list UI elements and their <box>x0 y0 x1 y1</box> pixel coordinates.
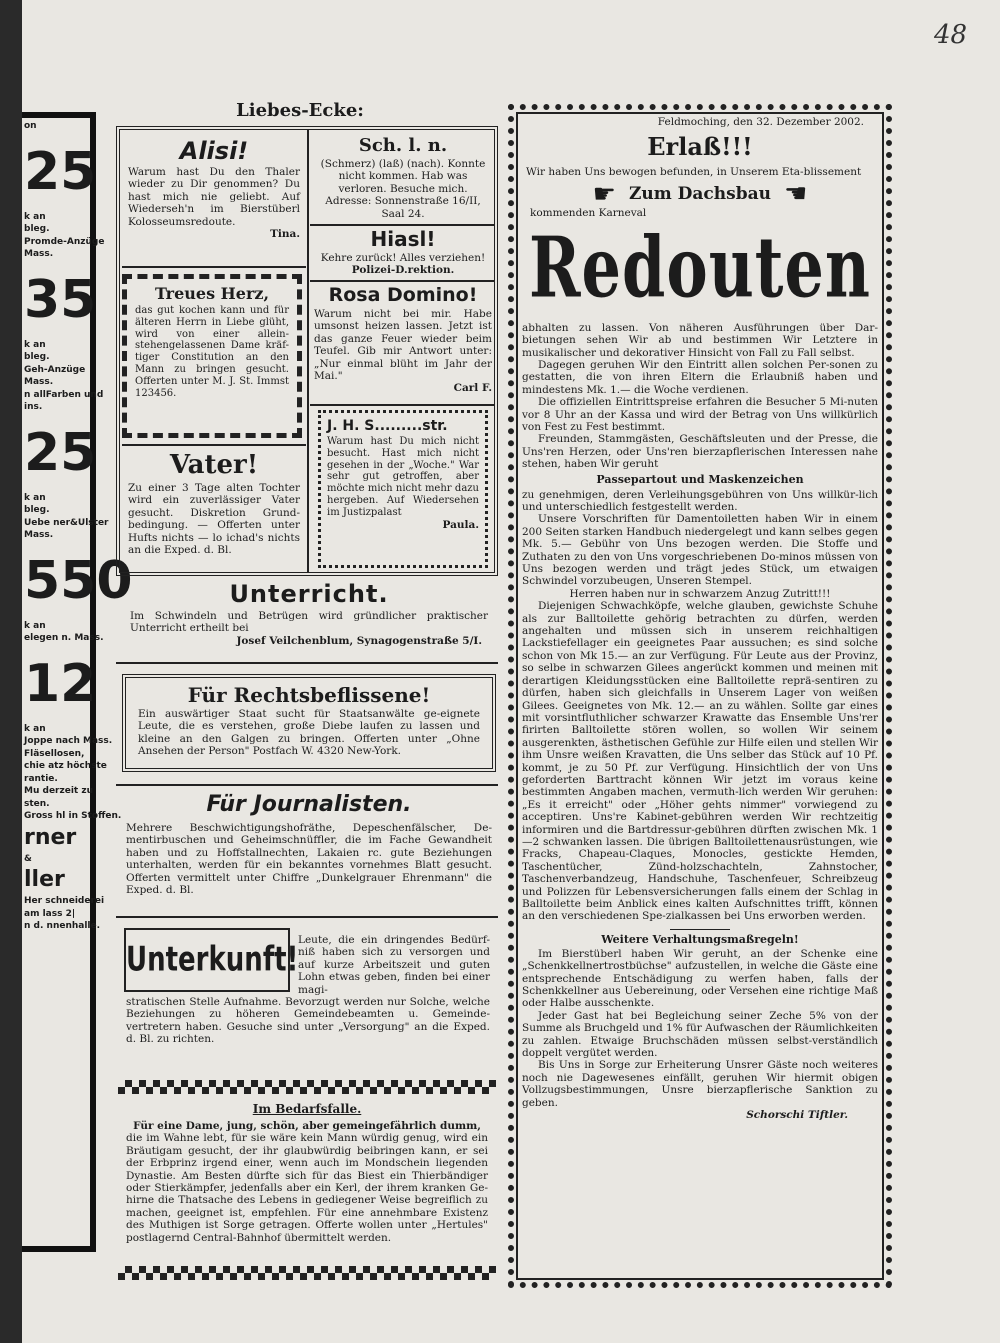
left-strip-line: ller <box>24 867 65 892</box>
left-strip-line: 35 <box>24 269 97 330</box>
hiasl-title: Hiasl! <box>370 227 436 251</box>
left-cropped-advert <box>22 112 133 1252</box>
rosa-domino-ad <box>314 282 492 402</box>
journalisten-divider <box>116 916 498 918</box>
pointing-hand-right-icon: ☛ <box>784 179 808 210</box>
rosa-domino-signature: Carl F. <box>453 382 492 395</box>
left-strip-line: Mass. <box>24 377 54 387</box>
rechtsbeflissene-body: Ein auswärtiger Staat sucht für Staatsanwälte ge-eignete Leute, die es verstehen, große Diebe laufen zu lassen und kleine an den Galgen zu bringen. Offerten unter „Ohne Ansehen der Person" Postfach W. 4320 New-York. <box>138 708 480 758</box>
erlass-paragraph-8: Diejenigen Schwachköpfe, welche glauben, gewichste Schuhe als zur Balltoilette gehörig betrachten zu dürfen, werden angehalten und müssen sich in unserem reichhaltigen Lackstiefellager ein geeignetes Paar aussuchen; es sind solche schon von Mk 15.— an zur Verfügung. Für Leute aus der Provinz, so selbe in schwarzen Gilees angerückt kommen und meinen mit derartigen Kleidungsstücken eine Balltoilette reprä-sentiren zu dürfen, haben sich gleichfalls in Unserem Lager von weißen Gilees. Geeignetes von Mk. 12.— an zu wählen. Sollte gar eines mit vorsintfluthlicher schwarzer Krawatte das Ensemble Uns'rer firirten Balltoilette stören wollen, so wollen Wir seinem ausgerenkten, ästhetischen Gefühle zur Hilfe eilen und stellen Wir ihm Unsre weißen Kravatten, die Uns selber das Stück auf 10 Pf. kommt, je zu 50 Pf. zur Verfügung. Hinsichtlich der von Uns geforderten Barttracht können Wir jetzt im voraus keine bestimmten Angaben machen, vermuth-lich werden Wir geruhen: „Es it erreicht" oder „Höher gehts nimmer" vorwiegend zu acceptiren. Uns're Kabinet-gebühren werden Wir rechtzeitig informiren und die Bartdressur-gebühren dürften zwischen Mk. 1—2 schwanken lassen. Die übrigen Balltoilettenausrüstungen, wie Fracks, Chapeau-Claques, Monocles, gestickte Hemden, Taschentücher, Zünd-holzschachteln, Zahnstocher, Taschenverbandzeug, Handschuhe, Taschenfeuer, Schreibzeug und Polizzen für Lebensversicherungen falls einem der Schlag in Balltoilette beim Anblick eines kalten Aufschnittes trifft, können an den verschiedenen Spe-zialkassen bei Uns erworben werden. <box>522 600 878 923</box>
unterricht-title: Unterricht. <box>229 580 389 608</box>
erlass-paragraph-1: abhalten zu lassen. Von näheren Ausführungen über Dar-bietungen sehen Wir ab und bestimmen Wir Letztere in musikalischer und dekorativer Hinsicht von Fall zu Fall selbst. <box>522 321 878 359</box>
bedarfsfall-checker-top <box>118 1080 496 1094</box>
jhs-body: Warum hast Du mich nicht besucht. Hast mich nicht gesehen in der „Woche." War sehr gut getroffen, aber möchte mich nicht mehr dazu hergeben. Auf Wiedersehen im Justizpalast <box>327 436 479 518</box>
treues-herz-divider <box>122 444 306 446</box>
hiasl-ad <box>314 226 492 278</box>
liebes-ecke-divider <box>307 130 309 572</box>
left-strip-line: chie atz höchste <box>24 761 107 771</box>
erlass-occasion: kommenden Karneval <box>530 207 647 220</box>
bedarfsfall-lead: Für eine Dame, jung, schön, aber gemeingefährlich dumm, <box>133 1120 481 1132</box>
unterkunft-side-text: Leute, die ein dringendes Bedürf-niß haben sich zu versorgen und auf kurze Arbeitszeit und guten Lohn etwas geben, finden bei einer magi- <box>298 934 490 996</box>
unterricht-ad <box>120 578 498 658</box>
left-strip-line: n d. nnenhalle. <box>24 921 101 931</box>
liebes-ecke-heading: Liebes-Ecke: <box>236 100 364 121</box>
unterkunft-title: Unterkunft! <box>126 940 299 980</box>
erlass-paragraph-6: Unsere Vorschriften für Damentoiletten haben Wir in einem 200 Seiten starken Handbuch niedergelegt und kann selbes gegen Mk. 5.— Gebühr von Uns bezogen werden. Die Stoffe und Zuthaten zu den von Uns vorgeschriebenen Do-minos müssen von Uns bezogen werden und trägt jedes Stück, um etwaigen Schwindel vorzubeugen, Unseren Stempel. <box>522 513 879 588</box>
left-strip-line: Mass. <box>24 530 54 540</box>
jhs-signature: Paula. <box>442 518 479 531</box>
erlass-paragraph-11: Bis Uns in Sorge zur Erheiterung Unsrer Gäste noch weiteres noch nie Dagewesenes einfällt, geruhen Wir hiermit obigen Vollzugsbestimmungen, Unsre bierzapflerische Sanktion zu geben. <box>522 1059 878 1109</box>
left-strip-line: Fläsellosen, <box>24 748 85 759</box>
left-strip-line: elegen n. Mass. <box>24 633 104 643</box>
alisi-divider <box>122 266 306 268</box>
left-strip-line: am lass 2| <box>24 908 76 919</box>
rosa-domino-title: Rosa Domino! <box>328 284 478 306</box>
erlass-paragraph-4: Freunden, Stammgästen, Geschäftsleuten und der Presse, die Uns'ren Herzen, oder Uns'ren bierzapflerischen Interessen nahe stehen, haben Wir geruht <box>522 433 878 471</box>
jhs-title: J. H. S.........str. <box>327 418 448 434</box>
left-strip-line: Her schneiderei <box>24 896 105 906</box>
left-strip-line: bleg. <box>24 352 50 362</box>
hiasl-signature: Polizei-D.rektion. <box>351 264 455 277</box>
jhs-ad <box>318 410 488 568</box>
erlass-signature: Schorschi Tiftler. <box>746 1109 848 1122</box>
erlass-paragraph-7: Herren haben nur in schwarzem Anzug Zutritt!!! <box>569 587 831 600</box>
left-strip-line: & <box>24 853 32 864</box>
vater-title: Vater! <box>169 450 259 480</box>
bedarfsfall-title: Im Bedarfsfalle. <box>252 1102 362 1116</box>
erlass-paragraph-2: Dagegen geruhen Wir den Eintritt allen solchen Per-sonen zu gestatten, die von ihren Eltern die Erlaubniß haben und mindestens Mk. 1.— die Woche verdienen. <box>522 358 878 396</box>
erlass-paragraph-9: Im Bierstüberl haben Wir geruht, an der Schenke eine „Schenkkellnertrostbüchse" aufzustellen, in welche die Gäste eine entsprechende Entschädigung zu werfen haben, falls der Schenkkellner aus Uebereinung, oder Versehen eine richtige Maß oder Halbe ausschenkte. <box>522 947 878 1010</box>
alisi-title: Alisi! <box>179 137 249 165</box>
erlass-dateline: Feldmoching, den 32. Dezember 2002. <box>657 116 864 128</box>
left-strip-line: rner <box>24 824 77 850</box>
rechtsbeflissene-divider <box>116 784 498 786</box>
left-strip-line: Gross hl in Stoffen. <box>24 811 122 821</box>
left-strip-line: 25 <box>24 422 97 483</box>
left-strip-line: Mass. <box>24 249 54 259</box>
erlass-paragraph-5: zu genehmigen, deren Verleihungsgebühren von Uns willkür-lich und unterschiedlich festgestellt werden. <box>522 488 878 513</box>
journalisten-title: Für Journalisten. <box>206 792 412 817</box>
schln-ad <box>314 134 492 222</box>
unterricht-signature: Josef Veilchenblum, Synagogenstraße 5/I. <box>236 634 482 647</box>
schln-body: (Schmerz) (laß) (nach). Konnte nicht kommen. Hab was verloren. Besuche mich. Adresse: Sonnenstraße 16/II, Saal 24. <box>320 158 486 220</box>
left-strip-line: k an <box>24 723 46 734</box>
left-cropped-text <box>24 120 133 933</box>
alisi-body: Warum hast Du den Thaler wieder zu Dir genommen? Du hast mich nie geliebt. Auf Wiederseh'n im Bierstüberl Kolosseumsredoute. <box>128 166 300 228</box>
left-strip-line: rantie. <box>24 773 58 784</box>
pointing-hand-left-icon: ☛ <box>592 179 616 210</box>
journalisten-ad <box>120 788 498 912</box>
bedarfsfall-body: die im Wahne lebt, für sie wäre kein Mann würdig genug, wird ein Bräutigam gesucht, der ihr glaubwürdig beibringen kann, er sei der Erbprinz irgend einer, wenn auch im Mondschein liegenden Dynastie. Am Besten dürfte sich für das Biest ein Thierbändiger oder Stierkämpfer, jedenfalls aber ein Kerl, der ihrem kranken Ge-hirne die Thatsache des Lebens in gediegener Weise begreiflich zu machen, geeignet ist, empfehlen. Für eine annehmbare Existenz des Muthigen ist Sorge getragen. Offerte wollen unter „Hertules" postlagernd Central-Bahnhof übermittelt werden. <box>126 1132 488 1244</box>
hiasl-body: Kehre zurück! Alles verziehen! <box>320 252 486 264</box>
page-number: 48 <box>934 20 968 50</box>
erlass-intro: Wir haben Uns bewogen befunden, in Unserem Eta-blissement <box>526 166 862 179</box>
left-strip-line: Geh-Anzüge <box>24 364 86 375</box>
alisi-signature: Tina. <box>270 228 300 241</box>
erlass-content <box>522 116 878 1276</box>
erlass-separator <box>670 929 730 930</box>
left-strip-line: k an <box>24 620 46 631</box>
left-strip-line: Joppe nach Mass. <box>24 736 113 746</box>
erlass-big-word: Redouten <box>529 217 871 317</box>
vater-body: Zu einer 3 Tage alten Tochter wird ein zuverlässiger Vater gesucht. Diskretion Grund-bedingung. — Offerten unter Hufts nichts — lo ichad's nichts an die Exped. d. Bl. <box>128 482 300 557</box>
left-strip-line: n allFarben und <box>24 389 104 400</box>
left-strip-line: on <box>24 121 37 131</box>
left-binding-strip <box>0 0 22 1343</box>
left-strip-line: ins. <box>24 402 43 412</box>
rechtsbeflissene-ad <box>122 674 496 772</box>
rosa-domino-divider <box>310 404 494 406</box>
unterricht-divider <box>116 662 498 664</box>
left-strip-line: k an <box>24 339 46 350</box>
left-strip-line: k an <box>24 211 46 222</box>
erlass-title: Erlaß!!! <box>647 132 753 162</box>
treues-herz-ad <box>122 274 302 438</box>
left-strip-line: bleg. <box>24 505 50 515</box>
left-strip-line: 25 <box>24 141 97 202</box>
erlass-paragraph-10: Jeder Gast hat bei Begleichung seiner Zeche 5% von der Summe als Bruchgeld und 1% für Aufwaschen der Räumlichkeiten zu zahlen. Etwaige Bruchschäden müssen selbst-verständlich doppelt vergütet werden. <box>522 1009 878 1060</box>
erlass-paragraph-3: Die offiziellen Eintrittspreise erfahren die Besucher 5 Mi-nuten vor 8 Uhr an der Kassa und wird der Betrag von Uns willkürlich von Fest zu Fest bestimmt. <box>522 396 878 433</box>
left-strip-line: bleg. <box>24 224 50 234</box>
unterricht-body: Im Schwindeln und Betrügen wird gründlicher praktischer Unterricht ertheilt bei <box>130 610 488 635</box>
rechtsbeflissene-title: Für Rechtsbeflissene! <box>187 683 431 707</box>
left-strip-line: Promde-Anzüge <box>24 236 105 247</box>
left-strip-line: Uebe ner&Ulster <box>24 517 109 528</box>
unterkunft-ad <box>120 928 498 1070</box>
left-strip-line: sten. <box>24 798 50 809</box>
alisi-ad <box>128 136 300 262</box>
journalisten-body: Mehrere Beschwichtigungshofräthe, Depeschenfälscher, De-mentirbuschen und Geheimschnüffler, die im Fache Gewandheit haben und zu Hoffstallnechten, Lakaien rc. gute Beziehungen unterhalten, werden für ein bekanntes vornehmes Blatt gesucht. Offerten vermittelt unter Chiffre „Dunkelgrauer Ehrenmann" die Exped. d. Bl. <box>126 822 492 897</box>
left-strip-line: Mu derzeit zu <box>24 786 93 796</box>
vater-ad <box>128 448 300 570</box>
erlass-venue: Zum Dachsbau <box>629 184 771 205</box>
treues-herz-body: das gut kochen kann und für älteren Herrn in Liebe glüht, wird von einer allein-stehengelassenen Dame kräf-tiger Constitution an den Mann zu bringen gesucht. Offerten unter M. J. St. Immst 123456. <box>135 305 289 399</box>
bedarfsfall-ad <box>120 1098 494 1264</box>
left-strip-line: 550 <box>24 550 133 611</box>
rosa-domino-body: Warum nicht bei mir. Habe umsonst heizen lassen. Jetzt ist das ganze Feuer wieder beim Teufel. Gib mir Antwort unter: „Nur einmal blüht im Jahr der Mai." <box>314 308 492 383</box>
erlass-subheading-passepartout: Passepartout und Maskenzeichen <box>596 472 804 486</box>
treues-herz-title: Treues Herz, <box>154 284 270 303</box>
left-strip-line: k an <box>24 492 46 503</box>
bedarfsfall-checker-bottom <box>118 1266 496 1280</box>
schln-title: Sch. l. n. <box>358 135 448 156</box>
left-strip-line: 12 <box>24 653 97 714</box>
unterkunft-full-text: stratischen Stelle Aufnahme. Bevorzugt werden nur Solche, welche Beziehungen zu höheren Gemeindebeamten u. Gemeinde-vertretern haben. Gesuche sind unter „Versorgung" an die Exped. d. Bl. zu richten. <box>126 996 490 1046</box>
erlass-subheading-weitere: Weitere Verhaltungsmaßregeln! <box>601 932 799 946</box>
unterkunft-title-box <box>124 928 299 992</box>
